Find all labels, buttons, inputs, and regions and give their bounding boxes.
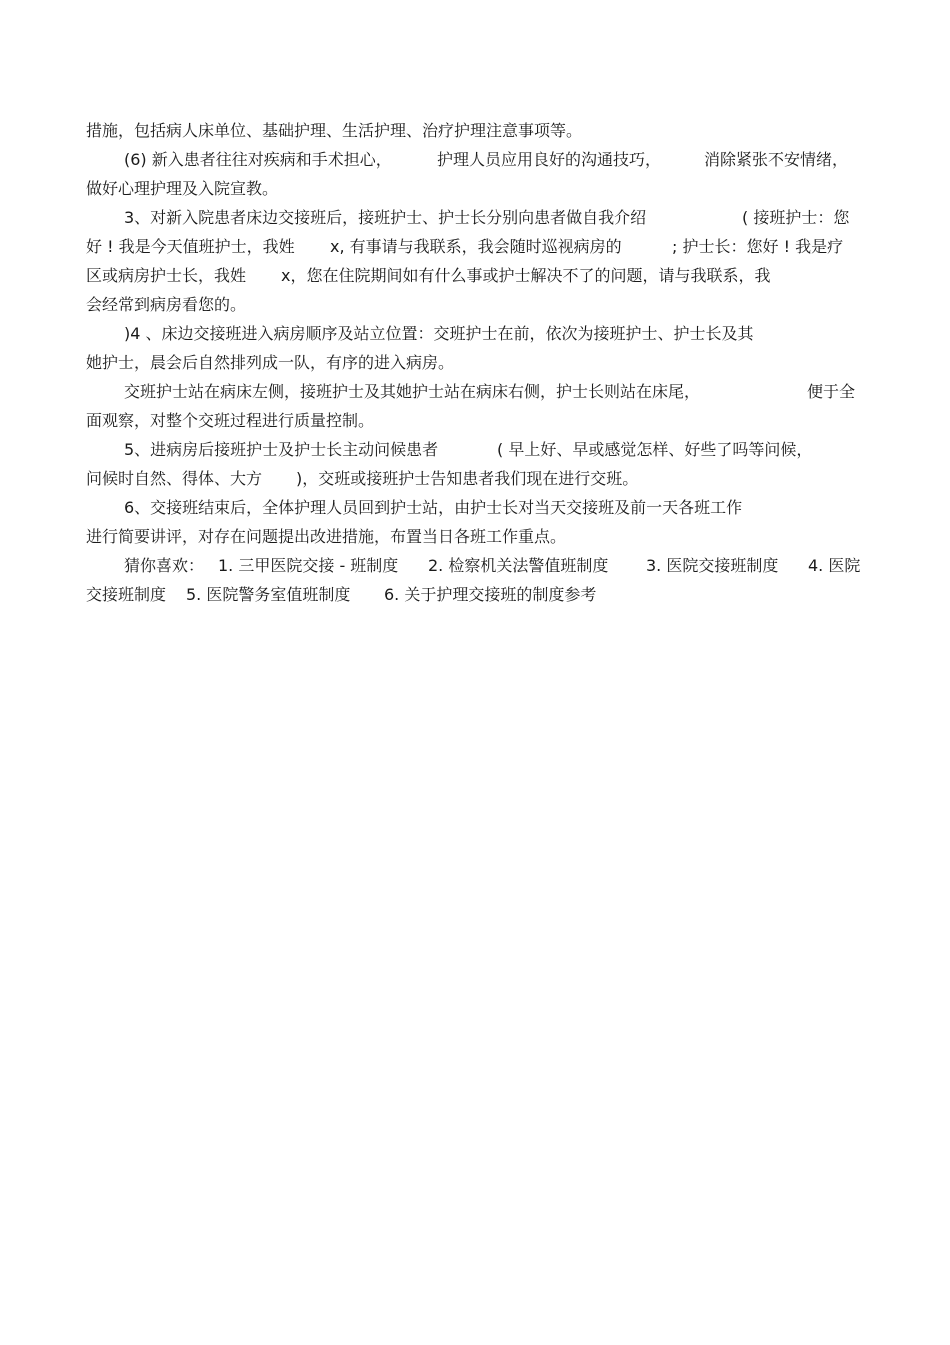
text-segment: 会经常到病房看您的。 bbox=[86, 295, 247, 314]
related-link-1[interactable]: 1. 三甲医院交接 - 班制度 bbox=[218, 556, 399, 575]
text-segment: 区或病房护士长，我姓 bbox=[86, 266, 247, 285]
text-line bbox=[0, 493, 950, 523]
text-line bbox=[0, 435, 950, 465]
text-segment: 交班护士站在病床左侧，接班护士及其她护士站在病床右侧，护士长则站在床尾， bbox=[124, 382, 701, 401]
text-line bbox=[0, 232, 950, 262]
text-line bbox=[0, 348, 950, 378]
related-link-4[interactable]: 4. 医院 bbox=[808, 556, 861, 575]
text-segment: 5、进病房后接班护士及护士长主动问候患者 bbox=[124, 440, 439, 459]
text-segment: 问候时自然、得体、大方 bbox=[86, 469, 263, 488]
related-link-3[interactable]: 3. 医院交接班制度 bbox=[646, 556, 779, 575]
text-segment: (6) 新入患者往往对疾病和手术担心， bbox=[124, 150, 392, 169]
text-segment: 面观察，对整个交班过程进行质量控制。 bbox=[86, 411, 375, 430]
text-line bbox=[0, 580, 950, 610]
text-line bbox=[0, 551, 950, 581]
text-segment: 她护士，晨会后自然排列成一队，有序的进入病房。 bbox=[86, 353, 455, 372]
text-segment: ( 早上好、早或感觉怎样、好些了吗等问候， bbox=[497, 440, 813, 459]
text-segment: x, 有事请与我联系，我会随时巡视病房的 bbox=[330, 237, 622, 256]
text-line bbox=[0, 406, 950, 436]
text-segment: 3、对新入院患者床边交接班后，接班护士、护士长分别向患者做自我介绍 bbox=[124, 208, 647, 227]
text-segment: 猜你喜欢： bbox=[124, 556, 205, 575]
related-link-2[interactable]: 2. 检察机关法警值班制度 bbox=[428, 556, 609, 575]
related-link-5[interactable]: 5. 医院警务室值班制度 bbox=[186, 585, 351, 604]
text-segment: )，交班或接班护士告知患者我们现在进行交班。 bbox=[296, 469, 639, 488]
text-segment: 消除紧张不安情绪， bbox=[704, 150, 849, 169]
text-line bbox=[0, 319, 950, 349]
text-segment: ( 接班护士：您 bbox=[742, 208, 850, 227]
text-line bbox=[0, 261, 950, 291]
text-line bbox=[0, 464, 950, 494]
text-segment: 6、交接班结束后，全体护理人员回到护士站，由护士长对当天交接班及前一天各班工作 bbox=[124, 498, 743, 517]
text-segment: )4 、床边交接班进入病房顺序及站立位置：交班护士在前，依次为接班护士、护士长及其 bbox=[124, 324, 754, 343]
text-line bbox=[0, 203, 950, 233]
text-segment: ; 护士长：您好 ! 我是疗 bbox=[672, 237, 844, 256]
text-line bbox=[0, 145, 950, 175]
text-line bbox=[0, 377, 950, 407]
text-segment: 做好心理护理及入院宣教。 bbox=[86, 179, 279, 198]
text-line bbox=[0, 174, 950, 204]
text-segment: 好 ! 我是今天值班护士，我姓 bbox=[86, 237, 295, 256]
text-segment: 进行简要讲评，对存在问题提出改进措施，布置当日各班工作重点。 bbox=[86, 527, 567, 546]
text-line bbox=[0, 522, 950, 552]
text-line bbox=[0, 116, 950, 146]
text-segment: 措施，包括病人床单位、基础护理、生活护理、治疗护理注意事项等。 bbox=[86, 121, 583, 140]
text-segment: x，您在住院期间如有什么事或护士解决不了的问题，请与我联系，我 bbox=[281, 266, 771, 285]
related-link-6[interactable]: 6. 关于护理交接班的制度参考 bbox=[384, 585, 597, 604]
text-line bbox=[0, 290, 950, 320]
text-segment: 护理人员应用良好的沟通技巧， bbox=[437, 150, 662, 169]
text-segment: 便于全 bbox=[807, 382, 856, 401]
related-link-4-cont[interactable]: 交接班制度 bbox=[86, 585, 167, 604]
